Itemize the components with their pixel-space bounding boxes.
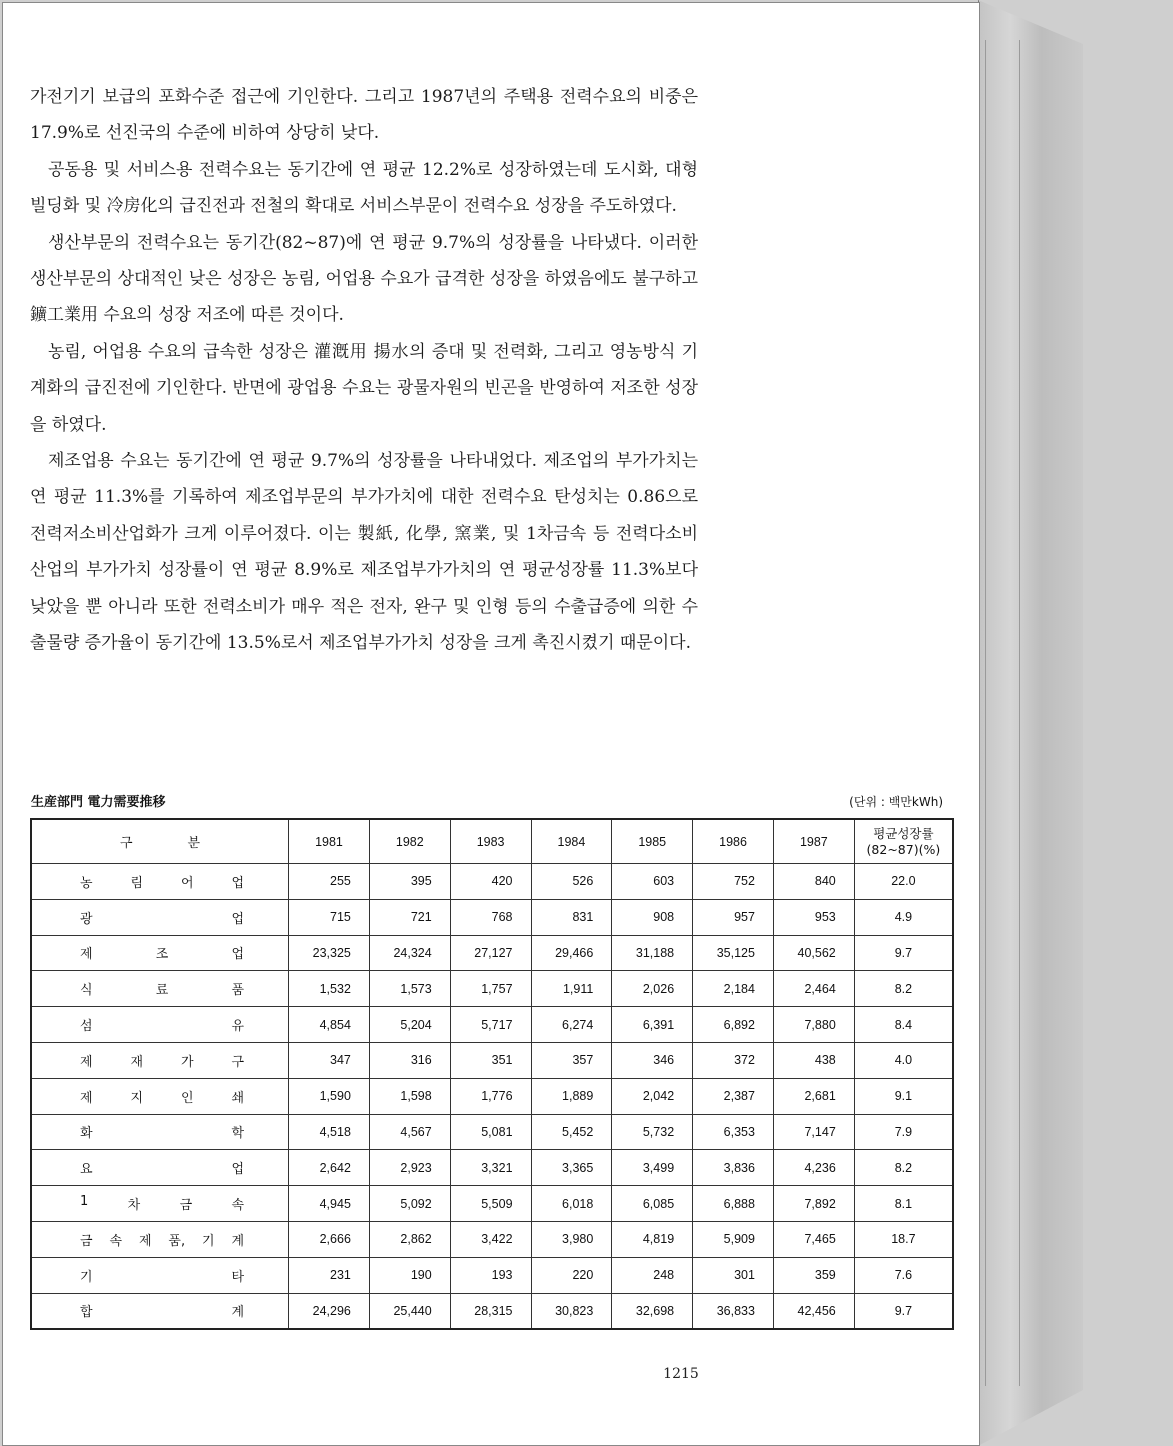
year-value-cell: 7,880 xyxy=(773,1007,854,1043)
average-growth-cell: 4.0 xyxy=(854,1042,953,1078)
year-value-cell: 347 xyxy=(289,1042,370,1078)
year-value-cell: 2,184 xyxy=(693,971,774,1007)
row-label-char: 계 xyxy=(231,1305,245,1321)
year-value-cell: 27,127 xyxy=(450,935,531,971)
year-value-cell: 24,324 xyxy=(369,935,450,971)
row-label xyxy=(31,1293,289,1329)
header-year: 1987 xyxy=(773,819,854,864)
year-value-cell: 953 xyxy=(773,899,854,935)
row-label-char: 업 xyxy=(231,875,245,891)
year-value-cell: 6,892 xyxy=(693,1007,774,1043)
table-row xyxy=(31,1042,953,1078)
row-label-char: 업 xyxy=(231,947,245,963)
year-value-cell: 5,081 xyxy=(450,1114,531,1150)
row-label-char: 품, xyxy=(168,1233,186,1249)
year-value-cell: 840 xyxy=(773,864,854,900)
year-value-cell: 3,836 xyxy=(693,1150,774,1186)
year-value-cell: 42,456 xyxy=(773,1293,854,1329)
row-label-char: 광 xyxy=(80,911,93,927)
year-value-cell: 2,026 xyxy=(612,971,693,1007)
year-value-cell: 372 xyxy=(693,1042,774,1078)
year-value-cell: 3,422 xyxy=(450,1221,531,1257)
year-value-cell: 31,188 xyxy=(612,935,693,971)
row-label-char: 1 xyxy=(80,1194,89,1210)
row-label-char: 제 xyxy=(138,1233,152,1249)
table-row xyxy=(31,935,953,971)
row-label xyxy=(31,864,289,900)
row-label-char: 업 xyxy=(231,911,245,927)
row-label-char: 구 xyxy=(231,1054,245,1070)
year-value-cell: 603 xyxy=(612,864,693,900)
header-row xyxy=(31,819,953,864)
year-value-cell: 4,819 xyxy=(612,1221,693,1257)
year-value-cell: 7,147 xyxy=(773,1114,854,1150)
row-label-char: 학 xyxy=(231,1126,245,1142)
row-label-char: 요 xyxy=(80,1162,93,1178)
year-value-cell: 193 xyxy=(450,1257,531,1293)
table-row xyxy=(31,1150,953,1186)
row-label-char: 쇄 xyxy=(231,1090,245,1106)
year-value-cell: 220 xyxy=(531,1257,612,1293)
year-value-cell: 3,499 xyxy=(612,1150,693,1186)
year-value-cell: 2,042 xyxy=(612,1078,693,1114)
average-growth-cell: 8.2 xyxy=(854,971,953,1007)
header-year: 1985 xyxy=(612,819,693,864)
year-value-cell: 3,980 xyxy=(531,1221,612,1257)
average-growth-cell: 9.1 xyxy=(854,1078,953,1114)
year-value-cell: 5,717 xyxy=(450,1007,531,1043)
year-value-cell: 420 xyxy=(450,864,531,900)
row-label-char: 조 xyxy=(155,947,169,963)
year-value-cell: 25,440 xyxy=(369,1293,450,1329)
year-value-cell: 359 xyxy=(773,1257,854,1293)
year-value-cell: 752 xyxy=(693,864,774,900)
year-value-cell: 346 xyxy=(612,1042,693,1078)
year-value-cell: 1,776 xyxy=(450,1078,531,1114)
year-value-cell: 7,892 xyxy=(773,1186,854,1222)
average-growth-cell: 8.1 xyxy=(854,1186,953,1222)
page-number: 1215 xyxy=(663,1366,699,1382)
year-value-cell: 715 xyxy=(289,899,370,935)
year-value-cell: 2,464 xyxy=(773,971,854,1007)
row-label-char: 품 xyxy=(231,983,245,999)
year-value-cell: 4,518 xyxy=(289,1114,370,1150)
header-average-growth-period: (82~87)(%) xyxy=(866,841,941,857)
table-row xyxy=(31,1078,953,1114)
average-growth-cell: 8.4 xyxy=(854,1007,953,1043)
header-year: 1982 xyxy=(369,819,450,864)
header-year: 1983 xyxy=(450,819,531,864)
table-row xyxy=(31,1293,953,1329)
average-growth-cell: 22.0 xyxy=(854,864,953,900)
average-growth-cell: 9.7 xyxy=(854,1293,953,1329)
header-category-char: 구 xyxy=(120,836,133,851)
row-label xyxy=(31,1257,289,1293)
year-value-cell: 6,274 xyxy=(531,1007,612,1043)
year-value-cell: 4,236 xyxy=(773,1150,854,1186)
average-growth-cell: 9.7 xyxy=(854,935,953,971)
row-label-char: 어 xyxy=(181,875,194,891)
row-label-char: 화 xyxy=(80,1126,93,1142)
year-value-cell: 316 xyxy=(369,1042,450,1078)
body-text xyxy=(30,79,698,662)
year-value-cell: 395 xyxy=(369,864,450,900)
row-label xyxy=(31,971,289,1007)
header-year: 1984 xyxy=(531,819,612,864)
year-value-cell: 35,125 xyxy=(693,935,774,971)
year-value-cell: 5,509 xyxy=(450,1186,531,1222)
header-year: 1986 xyxy=(693,819,774,864)
year-value-cell: 1,532 xyxy=(289,971,370,1007)
year-value-cell: 5,092 xyxy=(369,1186,450,1222)
year-value-cell: 6,391 xyxy=(612,1007,693,1043)
row-label-char: 합 xyxy=(80,1305,93,1321)
row-label-char: 제 xyxy=(80,1090,93,1106)
year-value-cell: 6,888 xyxy=(693,1186,774,1222)
year-value-cell: 32,698 xyxy=(612,1293,693,1329)
year-value-cell: 1,889 xyxy=(531,1078,612,1114)
row-label-char: 제 xyxy=(80,1054,93,1070)
year-value-cell: 28,315 xyxy=(450,1293,531,1329)
year-value-cell: 4,945 xyxy=(289,1186,370,1222)
book-page xyxy=(2,2,980,1446)
row-label-char: 타 xyxy=(231,1269,245,1285)
row-label-char: 금 xyxy=(179,1198,193,1214)
year-value-cell: 1,757 xyxy=(450,971,531,1007)
paragraph: 제조업용 수요는 동기간에 연 평균 9.7%의 성장률을 나타내었다. 제조업의 부가가치는 연 평균 11.3%를 기록하여 제조업부문의 부가가치에 대한 전력수요 탄성치는 0.86으로 전력저소비산업화가 크게 이루어졌다. 이는 製紙, 化學, 窯業, 및 1차금속 등 전력다소비 산업의 부가가치 성장률이 연 평균 8.9%로 제조업부가가치의 연 평균성장률 11.3%보다 낮았을 뿐 아니라 또한 전력소비가 매우 적은 전자, 완구 및 인형 등의 수출급증에 의한 수출물량 증가율이 동기간에 13.5%로서 제조업부가가치 성장을 크게 촉진시켰기 때문이다. xyxy=(30,451,698,654)
year-value-cell: 23,325 xyxy=(289,935,370,971)
paragraph: 농림, 어업용 수요의 급속한 성장은 灌漑用 揚水의 증대 및 전력화, 그리고 영농방식 기계화의 급진전에 기인한다. 반면에 광업용 수요는 광물자원의 빈곤을 반영하여 저조한 성장을 하였다. xyxy=(30,341,698,435)
table-row xyxy=(31,1257,953,1293)
average-growth-cell: 18.7 xyxy=(854,1221,953,1257)
year-value-cell: 526 xyxy=(531,864,612,900)
row-label-char: 료 xyxy=(155,983,169,999)
table-row xyxy=(31,899,953,935)
row-label-char: 인 xyxy=(181,1090,194,1106)
row-label-char: 속 xyxy=(231,1198,245,1214)
header-category xyxy=(31,819,289,864)
table-row xyxy=(31,1114,953,1150)
year-value-cell: 831 xyxy=(531,899,612,935)
table-title: 生産部門 電力需要推移 xyxy=(31,795,166,810)
year-value-cell: 6,085 xyxy=(612,1186,693,1222)
power-demand-table xyxy=(30,818,954,1330)
year-value-cell: 40,562 xyxy=(773,935,854,971)
row-label-char: 재 xyxy=(130,1054,144,1070)
header-average-growth xyxy=(854,819,953,864)
average-growth-cell: 4.9 xyxy=(854,899,953,935)
row-label xyxy=(31,899,289,935)
year-value-cell: 5,204 xyxy=(369,1007,450,1043)
row-label xyxy=(31,1078,289,1114)
row-label-char: 섬 xyxy=(80,1019,93,1035)
header-average-growth-title: 평균성장률 xyxy=(873,825,934,841)
row-label-char: 차 xyxy=(127,1198,141,1214)
year-value-cell: 2,387 xyxy=(693,1078,774,1114)
year-value-cell: 7,465 xyxy=(773,1221,854,1257)
year-value-cell: 768 xyxy=(450,899,531,935)
row-label-char: 유 xyxy=(231,1019,245,1035)
year-value-cell: 5,732 xyxy=(612,1114,693,1150)
header-category-char: 분 xyxy=(187,836,201,851)
year-value-cell: 3,321 xyxy=(450,1150,531,1186)
year-value-cell: 957 xyxy=(693,899,774,935)
year-value-cell: 2,923 xyxy=(369,1150,450,1186)
row-label-char: 기 xyxy=(80,1269,93,1285)
table-unit: (단위 : 백만kWh) xyxy=(849,795,943,809)
row-label-char: 속 xyxy=(109,1233,123,1249)
year-value-cell: 1,598 xyxy=(369,1078,450,1114)
year-value-cell: 908 xyxy=(612,899,693,935)
paragraph: 생산부문의 전력수요는 동기간(82~87)에 연 평균 9.7%의 성장률을 나타냈다. 이러한 생산부문의 상대적인 낮은 성장은 농림, 어업용 수요가 급격한 성장을 하였음에도 불구하고 鑛工業用 수요의 성장 저조에 따른 것이다. xyxy=(30,232,698,326)
year-value-cell: 2,666 xyxy=(289,1221,370,1257)
year-value-cell: 248 xyxy=(612,1257,693,1293)
row-label xyxy=(31,1150,289,1186)
row-label-char: 금 xyxy=(80,1233,93,1249)
year-value-cell: 1,590 xyxy=(289,1078,370,1114)
year-value-cell: 29,466 xyxy=(531,935,612,971)
table-row xyxy=(31,971,953,1007)
row-label-char: 지 xyxy=(130,1090,144,1106)
year-value-cell: 255 xyxy=(289,864,370,900)
row-label-char: 업 xyxy=(231,1162,245,1178)
year-value-cell: 6,018 xyxy=(531,1186,612,1222)
year-value-cell: 2,862 xyxy=(369,1221,450,1257)
row-label-char: 기 xyxy=(202,1233,215,1249)
year-value-cell: 301 xyxy=(693,1257,774,1293)
row-label-char: 농 xyxy=(80,875,93,891)
year-value-cell: 1,911 xyxy=(531,971,612,1007)
row-label xyxy=(31,1221,289,1257)
table-row xyxy=(31,864,953,900)
row-label xyxy=(31,1114,289,1150)
row-label xyxy=(31,1007,289,1043)
year-value-cell: 3,365 xyxy=(531,1150,612,1186)
year-value-cell: 4,854 xyxy=(289,1007,370,1043)
row-label-char: 림 xyxy=(130,875,144,891)
year-value-cell: 6,353 xyxy=(693,1114,774,1150)
year-value-cell: 4,567 xyxy=(369,1114,450,1150)
row-label xyxy=(31,935,289,971)
year-value-cell: 231 xyxy=(289,1257,370,1293)
year-value-cell: 721 xyxy=(369,899,450,935)
year-value-cell: 438 xyxy=(773,1042,854,1078)
paragraph: 가전기기 보급의 포화수준 접근에 기인한다. 그리고 1987년의 주택용 전력수요의 비중은 17.9%로 선진국의 수준에 비하여 상당히 낮다. xyxy=(30,87,698,144)
year-value-cell: 357 xyxy=(531,1042,612,1078)
paragraph: 공동용 및 서비스용 전력수요는 동기간에 연 평균 12.2%로 성장하였는데 도시화, 대형 빌딩화 및 冷房化의 급진전과 전철의 확대로 서비스부문이 전력수요 성장을 주도하였다. xyxy=(30,159,698,217)
row-label-char: 식 xyxy=(80,983,93,999)
year-value-cell: 2,681 xyxy=(773,1078,854,1114)
average-growth-cell: 8.2 xyxy=(854,1150,953,1186)
page-stack-edge xyxy=(978,0,1083,1446)
table-row xyxy=(31,1186,953,1222)
table-row xyxy=(31,1007,953,1043)
year-value-cell: 190 xyxy=(369,1257,450,1293)
year-value-cell: 351 xyxy=(450,1042,531,1078)
year-value-cell: 1,573 xyxy=(369,971,450,1007)
year-value-cell: 24,296 xyxy=(289,1293,370,1329)
year-value-cell: 36,833 xyxy=(693,1293,774,1329)
year-value-cell: 2,642 xyxy=(289,1150,370,1186)
average-growth-cell: 7.6 xyxy=(854,1257,953,1293)
year-value-cell: 5,452 xyxy=(531,1114,612,1150)
row-label xyxy=(31,1042,289,1078)
table-row xyxy=(31,1221,953,1257)
average-growth-cell: 7.9 xyxy=(854,1114,953,1150)
row-label-char: 제 xyxy=(80,947,93,963)
header-year: 1981 xyxy=(289,819,370,864)
year-value-cell: 30,823 xyxy=(531,1293,612,1329)
year-value-cell: 5,909 xyxy=(693,1221,774,1257)
row-label-char: 계 xyxy=(231,1233,245,1249)
row-label xyxy=(31,1186,289,1222)
row-label-char: 가 xyxy=(181,1054,194,1070)
